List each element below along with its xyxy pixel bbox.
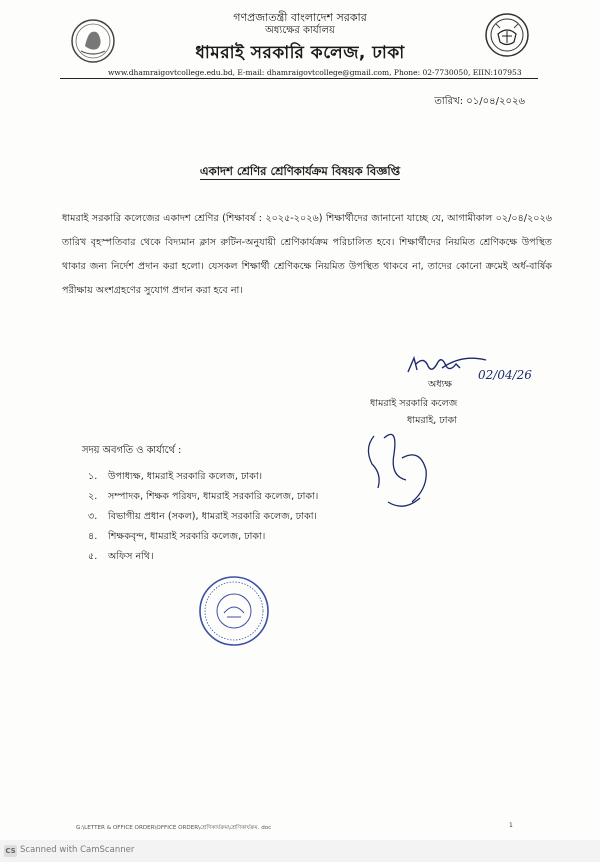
cc-item-number: ৩. xyxy=(88,511,98,522)
cc-item-text: শিক্ষকবৃন্দ, ধামরাই সরকারি কলেজ, ঢাকা। xyxy=(108,531,266,542)
college-seal-stamp xyxy=(198,575,270,647)
cc-item xyxy=(88,550,318,570)
cc-item-text: সম্পাদক, শিক্ষক পরিষদ, ধামরাই সরকারি কলেজ, ঢাকা। xyxy=(108,491,319,502)
bangladesh-emblem-icon xyxy=(70,18,116,64)
signatory-place: ধামরাই, ঢাকা xyxy=(407,415,457,426)
camscanner-logo-icon: CS xyxy=(5,847,16,855)
signature-date: 02/04/26 xyxy=(478,368,532,382)
cc-item-text: অফিস নথি। xyxy=(108,551,154,562)
handwritten-initial xyxy=(354,418,438,518)
signatory-college: ধামরাই সরকারি কলেজ xyxy=(370,398,458,409)
file-path-footer: G:\LETTER & OFFICE ORDER\OFFICE ORDER\শ্রেণিকার্যক্রম\শ্রেণিকার্যক্রম. doc xyxy=(76,825,272,831)
cc-item-number: ২. xyxy=(88,491,98,502)
cc-item-number: ১. xyxy=(88,471,98,482)
cc-item xyxy=(88,470,318,490)
office-heading: অধ্যক্ষের কার্যালয় xyxy=(265,25,335,36)
cc-item-text: উপাধ্যক্ষ, ধামরাই সরকারি কলেজ, ঢাকা। xyxy=(108,471,263,482)
college-crest-icon xyxy=(484,12,530,58)
cc-item-text: বিভাগীয় প্রধান (সকল), ধামরাই সরকারি কলেজ, ঢাকা। xyxy=(108,511,317,522)
cc-item-number: ৪. xyxy=(88,531,98,542)
college-name: ধামরাই সরকারি কলেজ, ঢাকা xyxy=(195,43,405,63)
notice-title xyxy=(0,163,600,182)
notice-title-text: একাদশ শ্রেণির শ্রেণিকার্যক্রম বিষয়ক বিজ্ঞপ্তি xyxy=(199,164,401,178)
header-divider xyxy=(60,78,538,79)
signatory-title: অধ্যক্ষ xyxy=(428,379,453,390)
govt-heading: গণপ্রজাতন্ত্রী বাংলাদেশ সরকার xyxy=(233,11,367,24)
cc-item xyxy=(88,530,318,550)
contact-info: www.dhamraigovtcollege.edu.bd, E-mail: dhamraigovtcollege@gmail.com, Phone: 02-7730050, EIIN:107953 xyxy=(108,68,522,77)
cc-list xyxy=(88,470,318,570)
cc-item xyxy=(88,510,318,530)
cc-item-number: ৫. xyxy=(88,551,98,562)
cc-heading: সদয় অবগতি ও কার্যার্থে : xyxy=(82,445,182,456)
cc-item xyxy=(88,490,318,510)
camscanner-watermark: Scanned with CamScanner xyxy=(20,845,135,855)
notice-date: তারিখ: ০১/০৪/২০২৬ xyxy=(434,96,525,107)
notice-body: ধামরাই সরকারি কলেজের একাদশ শ্রেণির (শিক্ষাবর্ষ : ২০২৫-২০২৬) শিক্ষার্থীদের জানানো যাচ্ছে যে, আগামীকাল ০২/০৪/২০২৬ তারিখ বৃহস্পতিবার থেকে বিদ্যমান ক্লাস রুটিন-অনুযায়ী শ্রেণিকার্যক্রম পরিচালিত হবে। শিক্ষার্থীদের নিয়মিত শ্রেণিকক্ষে উপস্থিত থাকার জন্য নির্দেশ প্রদান করা হলো। যেসকল শিক্ষার্থী শ্রেণিকক্ষে নিয়মিত উপস্থিত থাকবে না, তাদের কোনো ক্রমেই অর্ধ-বার্ষিক পরীক্ষায় অংশগ্রহণের সুযোগ প্রদান করা হবে না। xyxy=(62,213,552,296)
page-number: 1 xyxy=(509,822,513,829)
